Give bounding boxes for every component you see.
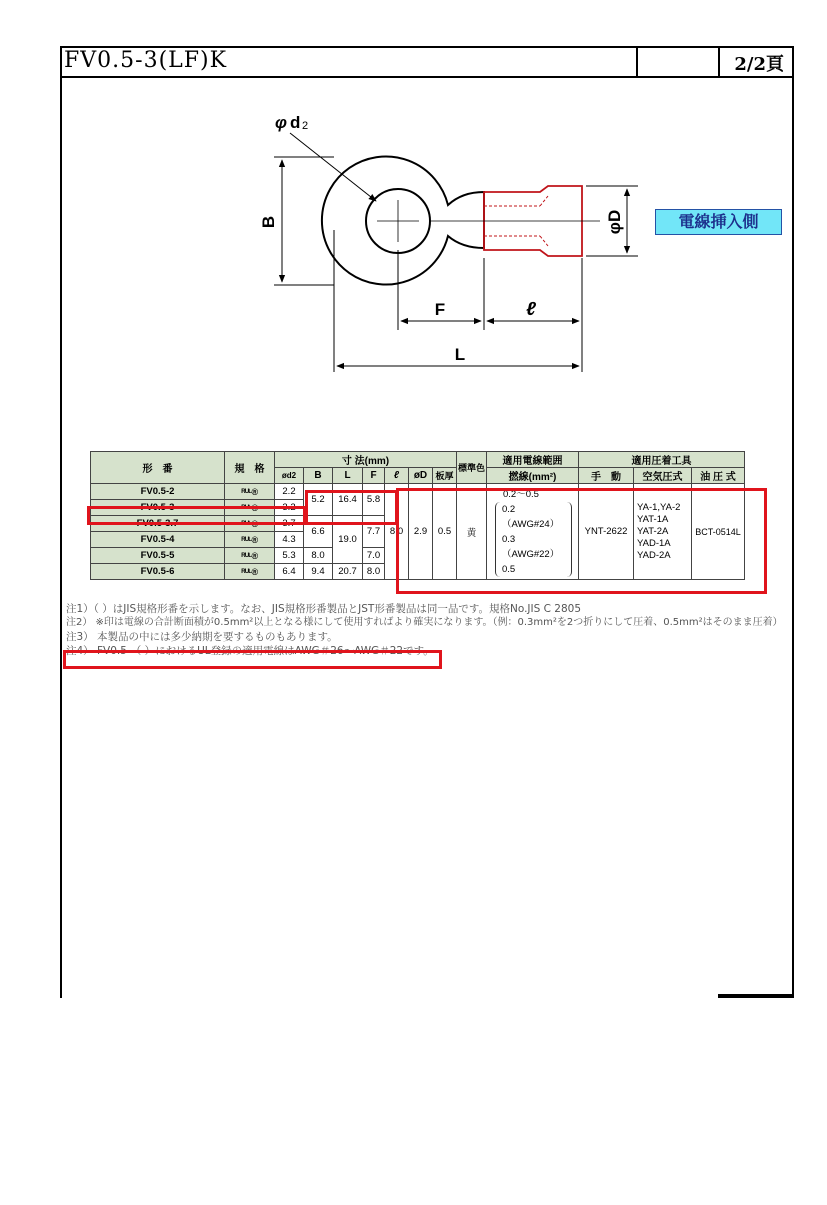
- th-d2: ød2: [275, 468, 304, 484]
- range-line: 0.2〜0.5: [503, 488, 539, 500]
- range-line: 0.2（AWG#24）: [502, 503, 560, 530]
- cell-f: 8.0: [363, 564, 385, 580]
- cell-b: 5.2: [304, 484, 333, 516]
- blank-cell: [636, 46, 718, 76]
- th-standard: 規 格: [225, 452, 275, 484]
- ul-mark: ᴿᵁᴸ®: [225, 564, 275, 580]
- tool-line: YAD-1A: [637, 537, 671, 549]
- th-tools: 適用圧着工具: [579, 452, 745, 468]
- cell-thickness: 0.5: [433, 484, 457, 580]
- row-model: FV0.5-3: [91, 500, 225, 516]
- th-thickness: 板厚: [433, 468, 457, 484]
- cell-ell: 8.0: [385, 484, 409, 580]
- ul-mark: ᴿᵁᴸ®: [225, 516, 275, 532]
- th-strand: 撚線(mm²): [487, 468, 579, 484]
- dim-f-label: F: [434, 300, 446, 319]
- note-line: 注4） FV0.5-（ ）におけるUL登録の適用電線はAWG＃26〜AWG＃22です。: [66, 645, 434, 657]
- row-model: FV0.5-3.7: [91, 516, 225, 532]
- cell-l: 19.0: [333, 516, 363, 564]
- th-dims: 寸 法(mm): [275, 452, 457, 468]
- highlight-note4: [63, 650, 442, 669]
- row-model: FV0.5-6: [91, 564, 225, 580]
- title-bar: [60, 46, 794, 78]
- th-b: B: [304, 468, 333, 484]
- row-model: FV0.5-2: [91, 484, 225, 500]
- ring-terminal: [322, 157, 484, 285]
- cell-f: 7.0: [363, 548, 385, 564]
- bottom-bar: [718, 994, 794, 998]
- th-color: 標準色: [457, 452, 487, 484]
- cell-b: 8.0: [304, 548, 333, 564]
- dim-l-label: L: [454, 345, 466, 364]
- th-f: F: [363, 468, 385, 484]
- highlight-specs: [396, 488, 767, 594]
- tool-line: YAT-1A: [637, 513, 669, 525]
- row-d2: 3.2: [275, 500, 304, 516]
- cell-hydraulic-tool: BCT-0514L: [692, 484, 745, 580]
- note-line: 注1）（ ）はJIS規格形番を示します。なお、JIS規格形番製品とJST形番製品は同一品です。規格No.JIS C 2805: [66, 603, 581, 615]
- cell-b: 9.4: [304, 564, 333, 580]
- cell-l: 16.4: [333, 484, 363, 516]
- cell-f: 7.7: [363, 516, 385, 548]
- row-model: FV0.5-5: [91, 548, 225, 564]
- th-l: L: [333, 468, 363, 484]
- th-pneumatic: 空気圧式: [634, 468, 692, 484]
- th-hydraulic: 油 圧 式: [692, 468, 745, 484]
- range-line: 0.3（AWG#22）: [502, 533, 560, 560]
- row-d2: 6.4: [275, 564, 304, 580]
- ul-mark: ᴿᵁᴸ®: [225, 500, 275, 516]
- row-model: FV0.5-4: [91, 532, 225, 548]
- row-d2: 2.2: [275, 484, 304, 500]
- tool-line: YAT-2A: [637, 525, 669, 537]
- cell-color: 黄: [457, 484, 487, 580]
- dim-ell-label: ℓ: [526, 299, 536, 320]
- ul-mark: ᴿᵁᴸ®: [225, 548, 275, 564]
- cell-b: 6.6: [304, 516, 333, 548]
- cell-manual-tool: YNT-2622: [579, 484, 634, 580]
- ul-mark: ᴿᵁᴸ®: [225, 484, 275, 500]
- cell-l: 20.7: [333, 564, 363, 580]
- row-d2: 3.7: [275, 516, 304, 532]
- row-d2: 5.3: [275, 548, 304, 564]
- range-line: 0.5: [502, 563, 516, 575]
- page-cell: [718, 46, 790, 76]
- th-od: øD: [409, 468, 433, 484]
- note-line: 注3） 本製品の中には多少納期を要するものもあります。: [66, 631, 338, 643]
- cell-f: 5.8: [363, 484, 385, 516]
- th-range: 適用電線範囲: [487, 452, 579, 468]
- d2-label: d: [290, 113, 301, 132]
- document-title: FV0.5-3(LF)K: [64, 48, 228, 73]
- ul-mark: ᴿᵁᴸ®: [225, 532, 275, 548]
- note-line: 注2） ※印は電線の合計断面積が0.5mm²以上となる様にして使用すればより確実になります。（例：0.3mm²を2つ折りにして圧着、0.5mm²はそのまま圧着）: [66, 617, 783, 628]
- row-d2: 4.3: [275, 532, 304, 548]
- page-number: 2/2頁: [734, 54, 784, 75]
- dim-b-label: B: [259, 215, 278, 229]
- cell-od: 2.9: [409, 484, 433, 580]
- d2-label-phi: φ: [275, 113, 287, 132]
- tool-line: YAD-2A: [637, 549, 671, 561]
- th-ell: ℓ: [385, 468, 409, 484]
- th-manual: 手 動: [579, 468, 634, 484]
- th-model: 形 番: [91, 452, 225, 484]
- highlight-model-row: [87, 506, 306, 525]
- highlight-dims: [305, 490, 398, 525]
- dim-phid-label: φD: [605, 209, 624, 235]
- d2-label-sub: 2: [302, 120, 309, 132]
- tool-line: YA-1,YA-2: [637, 501, 681, 513]
- wire-insertion-side-badge: 電線挿入側: [655, 209, 782, 235]
